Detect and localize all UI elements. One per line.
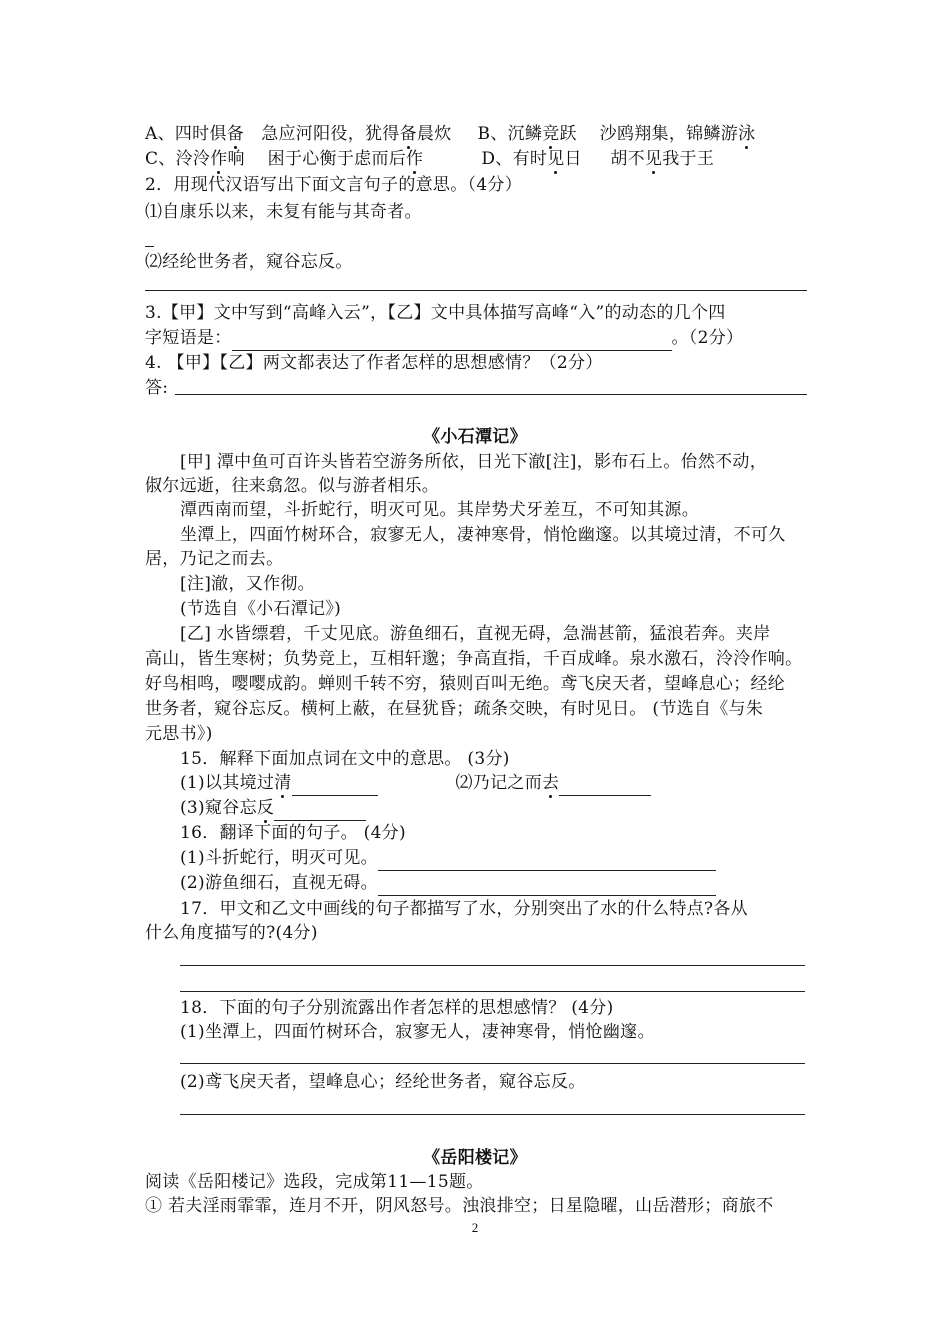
q2-sentence-1: ⑴自康乐以来，未复有能与其奇者。 bbox=[145, 202, 422, 222]
q18-answer-line-1[interactable] bbox=[180, 1063, 805, 1064]
page-number: 2 bbox=[471, 1220, 479, 1235]
q3-line-2: 字短语是： 。（2分） bbox=[145, 326, 743, 351]
q17-answer-line-2[interactable] bbox=[180, 991, 805, 992]
q16-title: 16．翻译下面的句子。 (4分) bbox=[180, 823, 406, 843]
q17-answer-line-1[interactable] bbox=[180, 965, 805, 966]
q18-answer-line-2[interactable] bbox=[180, 1114, 805, 1115]
q2-title: 2．用现代汉语写出下面文言句子的意思。（4分） bbox=[145, 175, 523, 195]
q16-blank-1[interactable] bbox=[378, 846, 716, 871]
q4-answer-line[interactable] bbox=[175, 394, 807, 395]
option-line-ab: A、四时俱备 急应河阳役，犹得备晨炊 B、沉鳞竞跃 沙鸥翔集，锦鳞游泳 bbox=[145, 124, 756, 144]
passage-jia-line-1: [甲] 潭中鱼可百许头皆若空游务所依，日光下澈[注]，影布石上。佁然不动， bbox=[180, 452, 768, 472]
q15-blank-3[interactable] bbox=[274, 796, 366, 821]
passage-yi-line-1: [乙] 水皆缥碧，千丈见底。游鱼细石，直视无碍，急湍甚箭，猛浪若奔。夹岸 bbox=[180, 624, 771, 644]
q4-answer-label: 答: bbox=[145, 378, 169, 398]
q3-answer-blank[interactable] bbox=[232, 326, 672, 351]
q17-line-2: 什么角度描写的?(4分) bbox=[145, 923, 318, 943]
q2-sentence-2: ⑵经纶世务者，窥谷忘反。 bbox=[145, 252, 353, 272]
section2-paragraph-1: ① 若夫淫雨霏霏，连月不开，阴风怒号。浊浪排空；日星隐曜，山岳潜形；商旅不 bbox=[145, 1196, 774, 1216]
passage-yi-line-4: 世务者，窥谷忘反。横柯上蔽，在昼犹昏；疏条交映，有时见日。 (节选自《与朱 bbox=[145, 699, 764, 719]
q16-sentence-1: (1)斗折蛇行，明灭可见。 bbox=[180, 846, 716, 871]
passage-yi-line-3: 好鸟相鸣，嘤嘤成韵。蝉则千转不穷，猿则百叫无绝。鸢飞戾天者，望峰息心；经纶 bbox=[145, 674, 786, 694]
q18-sentence-1: (1)坐潭上，四面竹树环合，寂寥无人，凄神寒骨，悄怆幽邃。 bbox=[180, 1022, 655, 1042]
q15-items-1-2: (1)以其境过清 ⑵乃记之而去 bbox=[180, 771, 651, 796]
q3-line-1: 3.【甲】文中写到“高峰入云”，【乙】文中具体描写高峰“入”的动态的几个四 bbox=[145, 303, 726, 323]
section2-intro: 阅读《岳阳楼记》选段，完成第11—15题。 bbox=[145, 1172, 484, 1192]
passage-jia-line-5: 居，乃记之而去。 bbox=[145, 549, 284, 569]
q16-sentence-2: (2)游鱼细石，直视无碍。 bbox=[180, 871, 716, 896]
q15-blank-1[interactable] bbox=[292, 771, 378, 796]
q15-title: 15．解释下面加点词在文中的意思。 (3分) bbox=[180, 749, 510, 769]
passage-note: [注]澈，又作彻。 bbox=[180, 574, 315, 594]
q16-blank-2[interactable] bbox=[378, 871, 716, 896]
passage-yi-line-2: 高山，皆生寒树；负势竞上，互相轩邈；争高直指，千百成峰。泉水激石，泠泠作响。 bbox=[145, 649, 803, 669]
q18-sentence-2: (2)鸢飞戾天者，望峰息心；经纶世务者，窥谷忘反。 bbox=[180, 1072, 586, 1092]
passage-jia-line-3: 潭西南而望，斗折蛇行，明灭可见。其岸势犬牙差互，不可知其源。 bbox=[180, 500, 699, 520]
answer-line[interactable] bbox=[145, 290, 807, 291]
section-title-yueyanglou: 《岳阳楼记》 bbox=[423, 1148, 527, 1168]
q15-blank-2[interactable] bbox=[559, 771, 651, 796]
passage-jia-line-2: 俶尔远逝，往来翕忽。似与游者相乐。 bbox=[145, 476, 440, 496]
passage-jia-line-4: 坐潭上，四面竹树环合，寂寥无人，凄神寒骨，悄怆幽邃。以其境过清，不可久 bbox=[180, 525, 786, 545]
q17-line-1: 17．甲文和乙文中画线的句子都描写了水，分别突出了水的什么特点?各从 bbox=[180, 899, 748, 919]
passage-source: (节选自《小石潭记》) bbox=[180, 599, 342, 619]
q18-title: 18．下面的句子分别流露出作者怎样的思想感情？ (4分) bbox=[180, 998, 614, 1018]
section-title-xiaoshitan: 《小石潭记》 bbox=[423, 427, 527, 447]
option-line-cd: C、泠泠作响 困于心衡于虑而后作 D、有时见日 胡不见我于王 bbox=[145, 149, 715, 169]
q4-line-1: 4. 【甲】【乙】两文都表达了作者怎样的思想感情？（2分） bbox=[145, 353, 603, 373]
q15-item-3: (3)窥谷忘反 bbox=[180, 796, 366, 821]
passage-yi-line-5: 元思书》) bbox=[145, 724, 213, 744]
answer-line-stub bbox=[145, 246, 154, 247]
